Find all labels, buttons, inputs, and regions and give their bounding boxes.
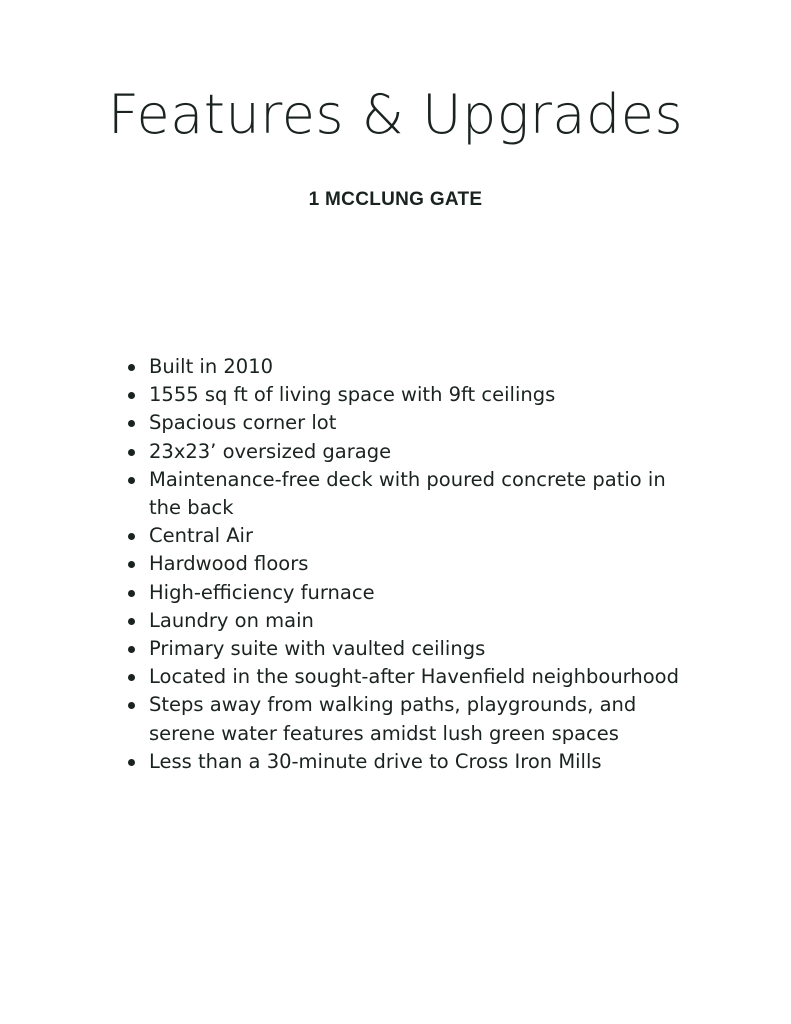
feature-text: High-efficiency furnace xyxy=(149,580,375,604)
bullet-icon xyxy=(128,618,135,625)
feature-text: 1555 sq ft of living space with 9ft ceilings xyxy=(149,383,556,407)
bullet-icon xyxy=(128,561,135,568)
feature-item xyxy=(124,550,694,578)
feature-item xyxy=(124,663,694,691)
bullet-icon xyxy=(128,590,135,597)
feature-item xyxy=(124,579,694,607)
feature-text: Primary suite with vaulted ceilings xyxy=(149,637,486,661)
feature-text: Hardwood floors xyxy=(149,552,309,576)
feature-text: Steps away from walking paths, playgrounds, and serene water features amidst lush green spaces xyxy=(149,693,637,745)
feature-item xyxy=(124,748,694,776)
page-title: Features & Upgrades xyxy=(107,83,684,146)
feature-text: Less than a 30-minute drive to Cross Iron Mills xyxy=(149,749,602,773)
bullet-icon xyxy=(128,449,135,456)
feature-text: 23x23’ oversized garage xyxy=(149,439,392,463)
feature-text: Maintenance-free deck with poured concrete patio in the back xyxy=(149,467,666,520)
feature-text: Spacious corner lot xyxy=(149,411,337,435)
feature-item xyxy=(124,353,694,381)
bullet-icon xyxy=(128,674,135,681)
bullet-icon xyxy=(128,420,135,427)
feature-text: Central Air xyxy=(149,524,253,548)
feature-item xyxy=(124,438,694,466)
feature-item xyxy=(124,522,694,550)
feature-item xyxy=(124,635,694,663)
feature-item xyxy=(124,409,694,437)
bullet-icon xyxy=(128,392,135,399)
feature-item xyxy=(124,691,694,747)
property-address: 1 MCCLUNG GATE xyxy=(308,189,483,210)
feature-text: Laundry on main xyxy=(149,608,314,632)
bullet-icon xyxy=(128,533,135,540)
bullet-icon xyxy=(128,702,135,709)
feature-text: Built in 2010 xyxy=(149,355,274,378)
feature-item xyxy=(124,607,694,635)
feature-item xyxy=(124,381,694,409)
feature-text: Located in the sought-after Havenfield neighbourhood xyxy=(149,665,679,689)
features-list xyxy=(124,353,694,776)
feature-item xyxy=(124,466,694,522)
bullet-icon xyxy=(128,364,135,371)
bullet-icon xyxy=(128,646,135,653)
bullet-icon xyxy=(128,477,135,484)
bullet-icon xyxy=(128,759,135,766)
